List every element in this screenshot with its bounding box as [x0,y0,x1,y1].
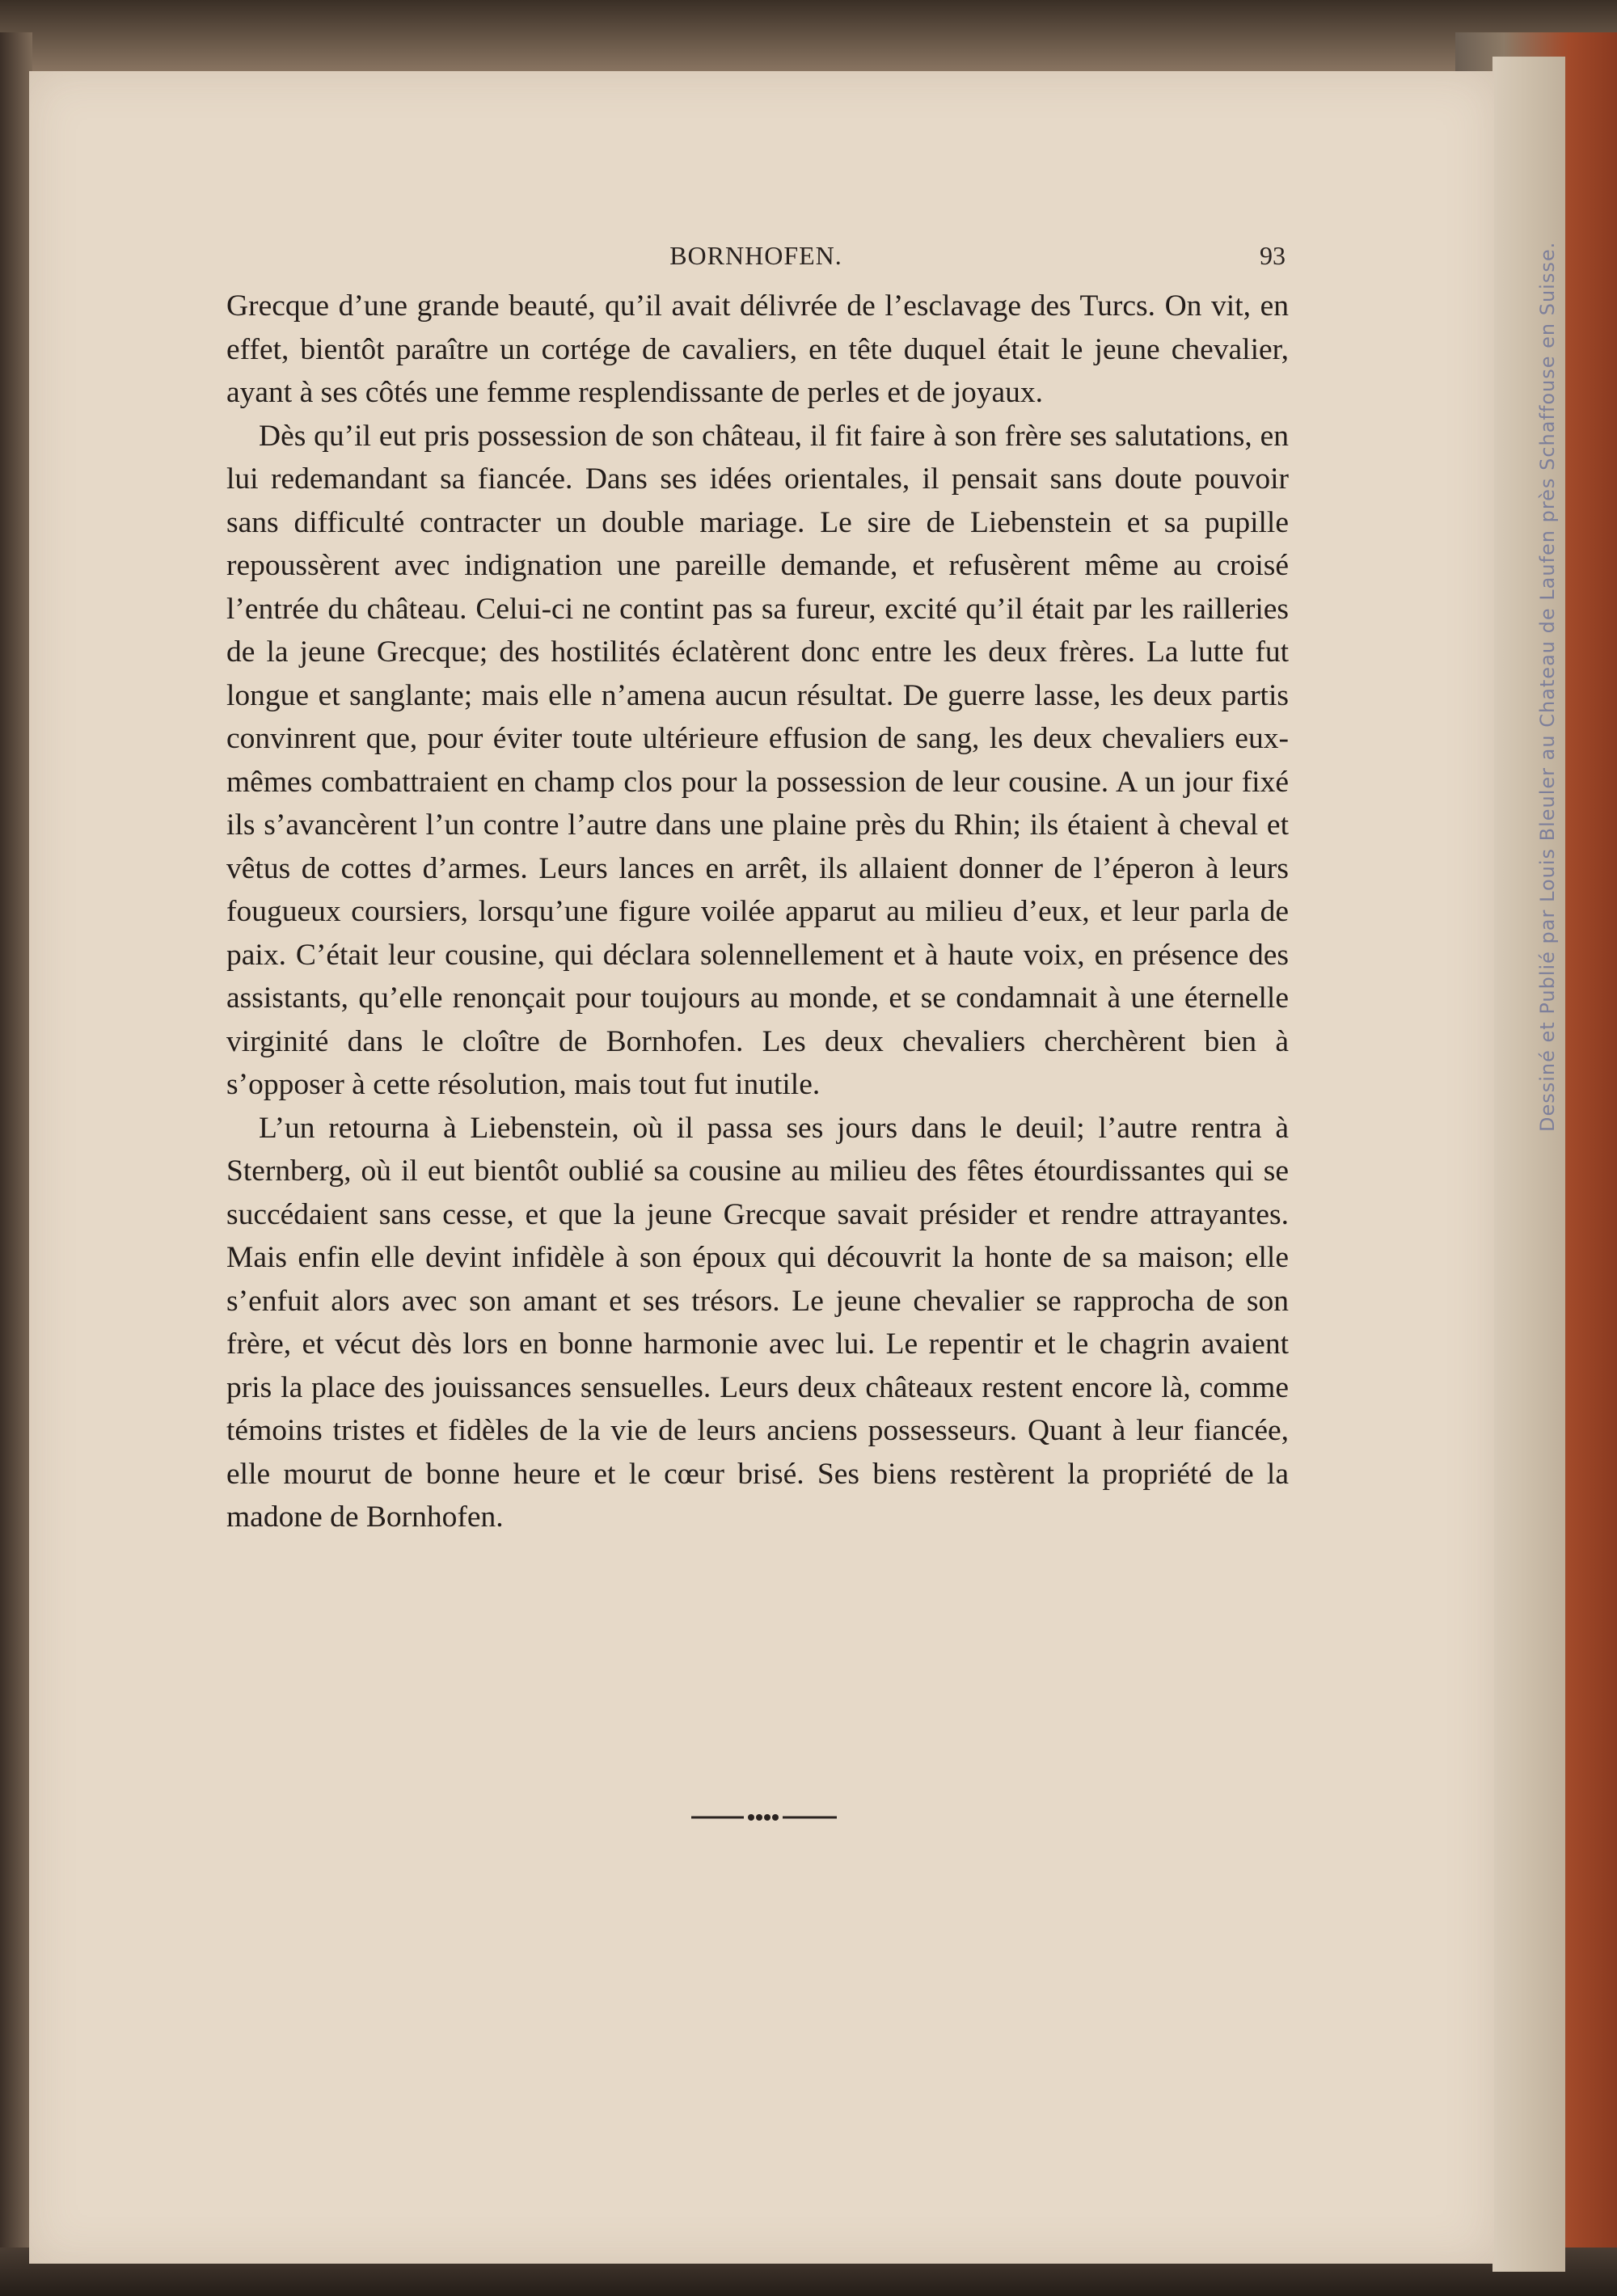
page-header [226,234,1286,275]
end-ornament-icon [691,1809,837,1825]
running-title: BORNHOFEN. [669,241,842,270]
paragraph: Grecque d’une grande beauté, qu’il avait délivrée de l’esclavage des Turcs. On vit, en effet, bientôt paraître un cortége de cavaliers, en tête duquel était le jeune chevalier, ayant à ses côtés une femme resplendissante de perles et de joyaux. [226,289,1289,409]
page-number: 93 [1260,241,1286,270]
book-cover-left [0,32,32,2280]
paragraph: L’un retourna à Liebenstein, où il passa ses jours dans le deuil; l’autre rentra à Sternberg, où il eut bientôt oublié sa cousine au milieu des fêtes étourdissantes qui se succédaient sans cesse, et que la jeune Grecque savait présider et rendre attrayantes. Mais enfin elle devint infidèle à son époux qui découvrit la honte de sa maison; elle s’enfuit alors avec son amant et ses trésors. Le jeune chevalier se rapprocha de son frère, et vécut dès lors en bonne harmonie avec lui. Le repentir et le chagrin avaient pris la place des jouissances sensuelles. Leurs deux châteaux restent encore là, comme témoins tristes et fidèles de la vie de leurs anciens possesseurs. Quant à leur fiancée, elle mourut de bonne heure et le cœur brisé. Ses biens restèrent la propriété de la madone de Bornhofen. [226,1111,1289,1534]
book-cover-top [0,0,1617,73]
body-text [226,285,1289,1539]
margin-credit: Dessiné et Publié par Louis Bleuler au Chateau de Laufen près Schaffouse en Suisse. [1536,241,1559,1132]
paragraph: Dès qu’il eut pris possession de son château, il fit faire à son frère ses salutations, en lui redemandant sa fiancée. Dans ses idées orientales, il pensait sans doute pouvoir sans difficulté contracter un double mariage. Le sire de Liebenstein et sa pupille repoussèrent avec indignation une pareille demande, et refusèrent même au croisé l’entrée du château. Celui-ci ne contint pas sa fureur, excité qu’il était par les railleries de la jeune Grecque; des hostilités éclatèrent donc entre les deux frères. La lutte fut longue et sanglante; mais elle n’amena aucun résultat. De guerre lasse, les deux partis convinrent que, pour éviter toute ultérieure effusion de sang, les deux chevaliers eux-mêmes combattraient en champ clos pour la possession de leur cousine. A un jour fixé ils s’avancèrent l’un contre l’autre dans une plaine près du Rhin; ils étaient à cheval et vêtus de cottes d’armes. Leurs lances en arrêt, ils allaient donner de l’éperon à leurs fougueux coursiers, lorsqu’une figure voilée apparut au milieu d’eux, et leur parla de paix. C’était leur cousine, qui déclara solennellement et à haute voix, en présence des assistants, qu’elle renonçait pour toujours au monde, et se condamnait à une éternelle virginité dans le cloître de Bornhofen. Les deux chevaliers cherchèrent bien à s’opposer à cette résolution, mais tout fut inutile. [226,419,1289,1101]
